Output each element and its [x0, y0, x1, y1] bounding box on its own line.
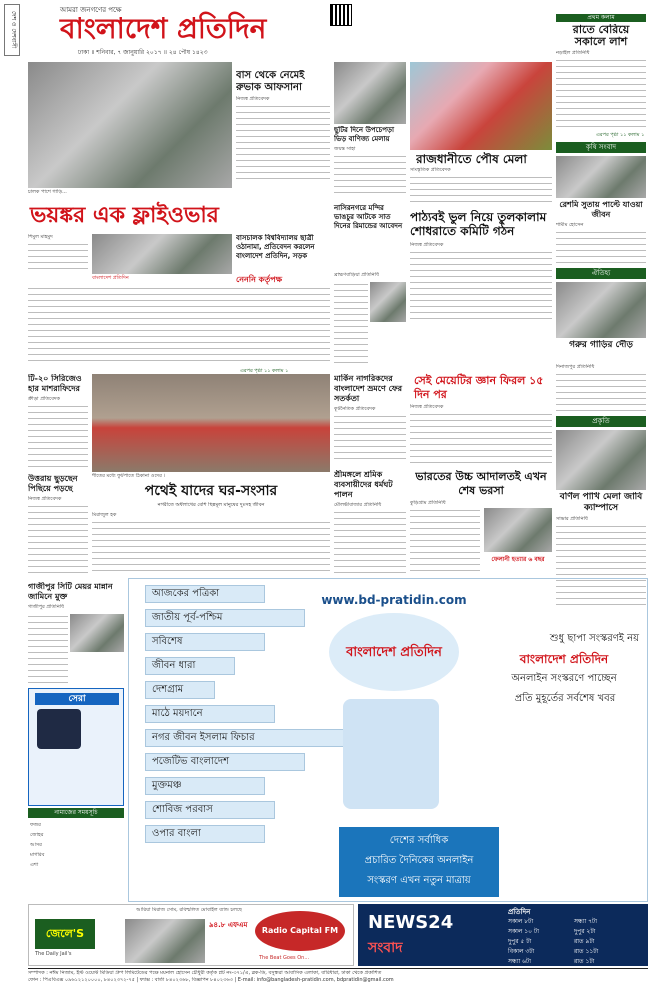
nasir-reporter: ব্রাহ্মণবাড়িয়া প্রতিনিধি	[334, 272, 379, 278]
footer-rule	[28, 968, 648, 969]
promo-logo-badge	[329, 613, 459, 691]
schedule-cell: রাত ১১টা	[574, 948, 599, 955]
street-body	[92, 520, 330, 576]
radio-freq: ৯৪.৮ এফএম	[209, 921, 248, 929]
fair-body	[334, 154, 406, 198]
promo-footer-2: প্রচারিত দৈনিকের অনলাইন	[364, 855, 474, 866]
section-pill[interactable]: নগর জীবন ইসলাম ফিচার	[145, 729, 345, 747]
street-headline: পথেই যাদের ঘর-সংসার	[144, 483, 278, 499]
top-right-body	[556, 58, 646, 130]
sreemangal-headline: শ্রীমঙ্গলে শ্রমিক ব্যবসায়ীদের ধর্মঘট পালন	[334, 470, 393, 499]
schedule-cell: সকাল ৮টা	[508, 918, 534, 925]
nasir-body	[334, 282, 368, 366]
t20-headline: টি-২০ সিরিজেও হার মাশরাফিদের	[28, 374, 82, 393]
uttara-headline: উত্তরায় ছুড়ছেন পিছিয়ে পড়ছে	[28, 474, 78, 493]
usa-reporter: কূটনৈতিক প্রতিবেদক	[334, 406, 376, 412]
nasir-photo	[370, 282, 406, 322]
schedule-cell: রাত ১টা	[574, 958, 595, 965]
textbook-reporter: নিজস্ব প্রতিবেদক	[410, 242, 444, 248]
prayer-item: জোহর	[30, 832, 44, 838]
section-pill[interactable]: আজকের পত্রিকা	[145, 585, 265, 603]
court-photo	[484, 508, 552, 552]
street-sub: নগরীতে অর্ধলাখের বেশি ছিন্নমূল মানুষের দুঃসহ জীবন	[157, 502, 265, 508]
flyover-headline: ভয়ঙ্কর এক ফ্লাইওভার	[30, 203, 219, 228]
uttara-body	[28, 504, 88, 576]
radio-brand: জেলে'S	[35, 919, 95, 949]
goru-body	[556, 372, 646, 414]
section-pill[interactable]: দেশগ্রাম	[145, 681, 215, 699]
prokriti-photo	[556, 430, 646, 490]
schedule-table	[508, 916, 638, 966]
promo-footer	[339, 827, 499, 897]
promo-footer-1: দেশের সর্বাধিক	[389, 835, 449, 846]
textbook-headline: পাঠ্যবই ভুল নিয়ে তুলকালাম শোধরাতে কমিটি গঠন	[410, 210, 547, 238]
qr-code	[330, 4, 352, 26]
fair-caption: ছুটির দিনে উপচেপড়া ভিড় বাণিজ্য মেলায়	[334, 126, 395, 143]
schedule-title: প্রতিদিন	[508, 908, 531, 916]
prayer-item: মাগরিব	[30, 852, 45, 858]
top-right-continued: এরপর পৃষ্ঠা ১১ কলাম ১	[596, 132, 645, 138]
gazipur-headline: গাজীপুর সিটি মেয়র মান্নান জামিনে মুক্ত	[28, 582, 113, 601]
goru-tag: ঐতিহ্য	[556, 268, 646, 279]
fair-photo	[334, 62, 406, 124]
sera-ad	[28, 688, 124, 806]
top-right-headline: রাতে বেরিয়ে সকালে লাশ	[572, 24, 630, 48]
news24-logo: NEWS24	[368, 912, 454, 933]
goru-reporter: দিনাজপুর প্রতিনিধি	[556, 364, 595, 370]
promo-box	[128, 578, 648, 902]
inset-headline: বাসচালক বিশ্ববিদ্যালয় ছাত্রী ওঠানামা, প্রতিবেদন করলেন বাংলাদেশ প্রতিদিন, সড়ক	[236, 234, 315, 260]
section-pill[interactable]: সবিশেষ	[145, 633, 265, 651]
news24-ad	[358, 904, 648, 966]
prokriti-headline: বর্ণিল পাখি মেলা জাবি ক্যাম্পাসে	[559, 492, 643, 513]
flyover-continued: এরপর পৃষ্ঠা ১১ কলাম ১	[240, 368, 289, 374]
section-pill[interactable]: জাতীয় পূর্ব-পশ্চিম	[145, 609, 305, 627]
promo-logo: বাংলাদেশ প্রতিদিন	[346, 645, 442, 660]
flyover-body	[28, 286, 330, 366]
nasir-headline: নাসিরনগরে মন্দির ভাঙচুর আটকে সাত দিনের রিমান্ডের আবেদন	[334, 204, 403, 230]
footer-line-1: সম্পাদক : নঈম নিজাম, ইস্ট ওয়েস্ট মিডিয়া গ্রুপ লিমিটেডের পক্ষে ময়নাল হোসেন চৌধুরী কর্তৃক প্লট নং-৩৭১/এ, ব্লক-ডি, বসুন্ধরা আবাসিক এলাকা, বারিধারা, ঢাকা থেকে প্রকাশিত	[28, 970, 382, 976]
section-pill[interactable]: জীবন ধারা	[145, 657, 235, 675]
goru-photo	[556, 282, 646, 338]
section-pill[interactable]: মুক্তমঞ্চ	[145, 777, 265, 795]
bus-body	[236, 104, 330, 184]
masthead-left-tag: দেশ ও দেশবাসী	[4, 4, 20, 56]
paush-mela-photo	[410, 62, 552, 150]
sreemangal-body	[334, 510, 406, 576]
promo-url[interactable]: www.bd-pratidin.com	[321, 593, 467, 607]
usa-body	[334, 414, 406, 464]
girl-body	[410, 412, 552, 464]
paush-reporter: সাংস্কৃতিক প্রতিবেদক	[410, 167, 451, 173]
sreemangal-reporter: মৌলভীবাজার প্রতিনিধি	[334, 502, 382, 508]
gazipur-body	[28, 614, 68, 684]
prayer-list	[28, 820, 124, 878]
usa-headline: মার্কিন নাগরিকদের বাংলাদেশ ভ্রমণে ফের সতর্কতা	[334, 374, 403, 403]
girl-reporter: নিজস্ব প্রতিবেদক	[410, 404, 444, 410]
radio-logo: Radio Capital FM	[255, 911, 345, 951]
masthead-slogan: আমরা জনগণের পক্ষে	[60, 6, 122, 14]
uttara-reporter: নিজস্ব প্রতিবেদক	[28, 496, 62, 502]
radio-ad	[28, 904, 354, 966]
flyover-body-col1	[28, 242, 88, 272]
masthead-title: বাংলাদেশ প্রতিদিন	[60, 12, 267, 45]
radio-photo	[125, 919, 205, 963]
prokriti-tag: প্রকৃতি	[556, 416, 646, 427]
court-body	[410, 508, 480, 576]
prayer-item: আসর	[30, 842, 42, 848]
inset-photo	[92, 234, 232, 274]
radio-tagline: The Daily Jail's	[35, 951, 72, 957]
krishi-reporter: শামীম হোসেন	[556, 222, 584, 228]
tagline-3: অনলাইন সংস্করণে পাচ্ছেন	[511, 673, 617, 684]
t20-reporter: ক্রীড়া প্রতিবেদক	[28, 396, 61, 402]
prayer-title: নামাজের সময়সূচি	[28, 808, 124, 818]
goru-headline: গরুর গাড়ির দৌড়	[569, 340, 633, 350]
section-pill[interactable]: মাঠে ময়দানে	[145, 705, 275, 723]
tagline-2: বাংলাদেশ প্রতিদিন	[519, 652, 609, 666]
t20-body	[28, 404, 88, 470]
schedule-cell: দুপুর ২টা	[574, 928, 596, 935]
krishi-photo	[556, 156, 646, 198]
section-pill[interactable]: শোবিজ পরবাস	[145, 801, 275, 819]
paush-headline: রাজধানীতে পৌষ মেলা	[416, 152, 527, 166]
masthead-date: ঢাকা ॥ শনিবার, ৭ জানুয়ারি ২০১৭ ॥ ২৪ পৌষ ১৪২৩	[78, 49, 208, 56]
krishi-body	[556, 230, 646, 266]
radio-slogan: The Beat Goes On...	[259, 955, 310, 961]
tagline-4: প্রতি মুহূর্তের সর্বশেষ খবর	[514, 693, 616, 704]
schedule-cell: বিকাল ৩টা	[508, 948, 535, 955]
court-reporter: কুড়িগ্রাম প্রতিনিধি	[410, 500, 446, 506]
sera-brand: সেরা	[35, 693, 119, 705]
radio-text: আরিয়া মিরাজ সোম, রবিশ্চলিত মোবাইল ব্যান্ড চলছে	[136, 907, 242, 913]
gazipur-reporter: গাজীপুর প্রতিনিধি	[28, 604, 64, 610]
schedule-cell: সন্ধ্যা ৬টা	[508, 958, 532, 965]
schedule-cell: সকাল ১০ টা	[508, 928, 539, 935]
bus-reporter: নিজস্ব প্রতিবেদক	[236, 96, 270, 102]
girl-headline: সেই মেয়েটির জ্ঞান ফিরল ১৫ দিন পর	[414, 374, 544, 401]
news24-sub: সংবাদ	[368, 940, 403, 956]
street-reporter: মিরাজুল হক	[92, 512, 117, 518]
tagline-1: শুধু ছাপা সংস্করণই নয়	[549, 633, 639, 644]
court-headline: ভারতের উচ্চ আদালতই এখন শেষ ভরসা	[415, 470, 547, 497]
first-column-tag: প্রথম কলাম	[556, 14, 646, 22]
schedule-cell: রাত ৯টা	[574, 938, 595, 945]
inset-photo-tag: বাংলাদেশ প্রতিদিন	[92, 275, 129, 281]
bus-photo	[28, 62, 232, 188]
fair-credit: জয়ন্ত সাহা	[334, 146, 356, 152]
laptop-illustration	[343, 699, 439, 809]
promo-footer-3: সংস্করণ এখন নতুন মাত্রায়	[367, 875, 471, 886]
textbook-body	[410, 250, 552, 322]
street-caption: শীতের মধ্যে ফুটপাতে ঠিকানা ওদের ।	[92, 473, 166, 479]
prayer-item: এশা	[30, 862, 39, 868]
schedule-cell: সন্ধ্যা ৭টা	[574, 918, 598, 925]
section-pill[interactable]: পজেটিভ বাংলাদেশ	[145, 753, 305, 771]
masthead	[0, 0, 650, 60]
krishi-tag: কৃষি সংবাদ	[556, 142, 646, 153]
court-photo-label: ফেলানী হত্যার ৬ বছর	[491, 556, 545, 563]
krishi-headline: রেশমি সুতায় পাল্টে যাওয়া জীবন	[559, 200, 643, 219]
bus-photo-caption: চালক পাশে গাড়ি...	[28, 189, 67, 195]
paush-body	[410, 175, 552, 205]
prokriti-reporter: সাভার প্রতিনিধি	[556, 516, 588, 522]
inset-sub: নেননি কর্তৃপক্ষ	[236, 275, 283, 284]
water-tank-icon	[37, 709, 81, 749]
section-pill[interactable]: ওপার বাংলা	[145, 825, 265, 843]
prayer-item: ফজর	[30, 822, 41, 828]
footer-line-2: ফোন : পিএবিএক্স ০৯৬১২১২০০০০, ৮৪০২৩৭২-৭৫ | ফ্যাক্স : বার্তা ৮৪০২৩৬৮, বিজ্ঞাপন ৮৪০২৩৬৩ | E-mail: info@bangladesh-pratidin.com, bdpratidin@gmail.com	[28, 977, 394, 983]
flyover-reporter: শিমুল মাহমুদ	[28, 234, 53, 240]
top-right-reporter: নড়াইল প্রতিনিধি	[556, 50, 590, 56]
bus-headline: বাস থেকে নেমেই রুভাক আফসানা	[236, 70, 305, 93]
schedule-cell: দুপুর ৫ টা	[508, 938, 532, 945]
street-photo	[92, 374, 330, 472]
gazipur-photo	[70, 614, 124, 652]
